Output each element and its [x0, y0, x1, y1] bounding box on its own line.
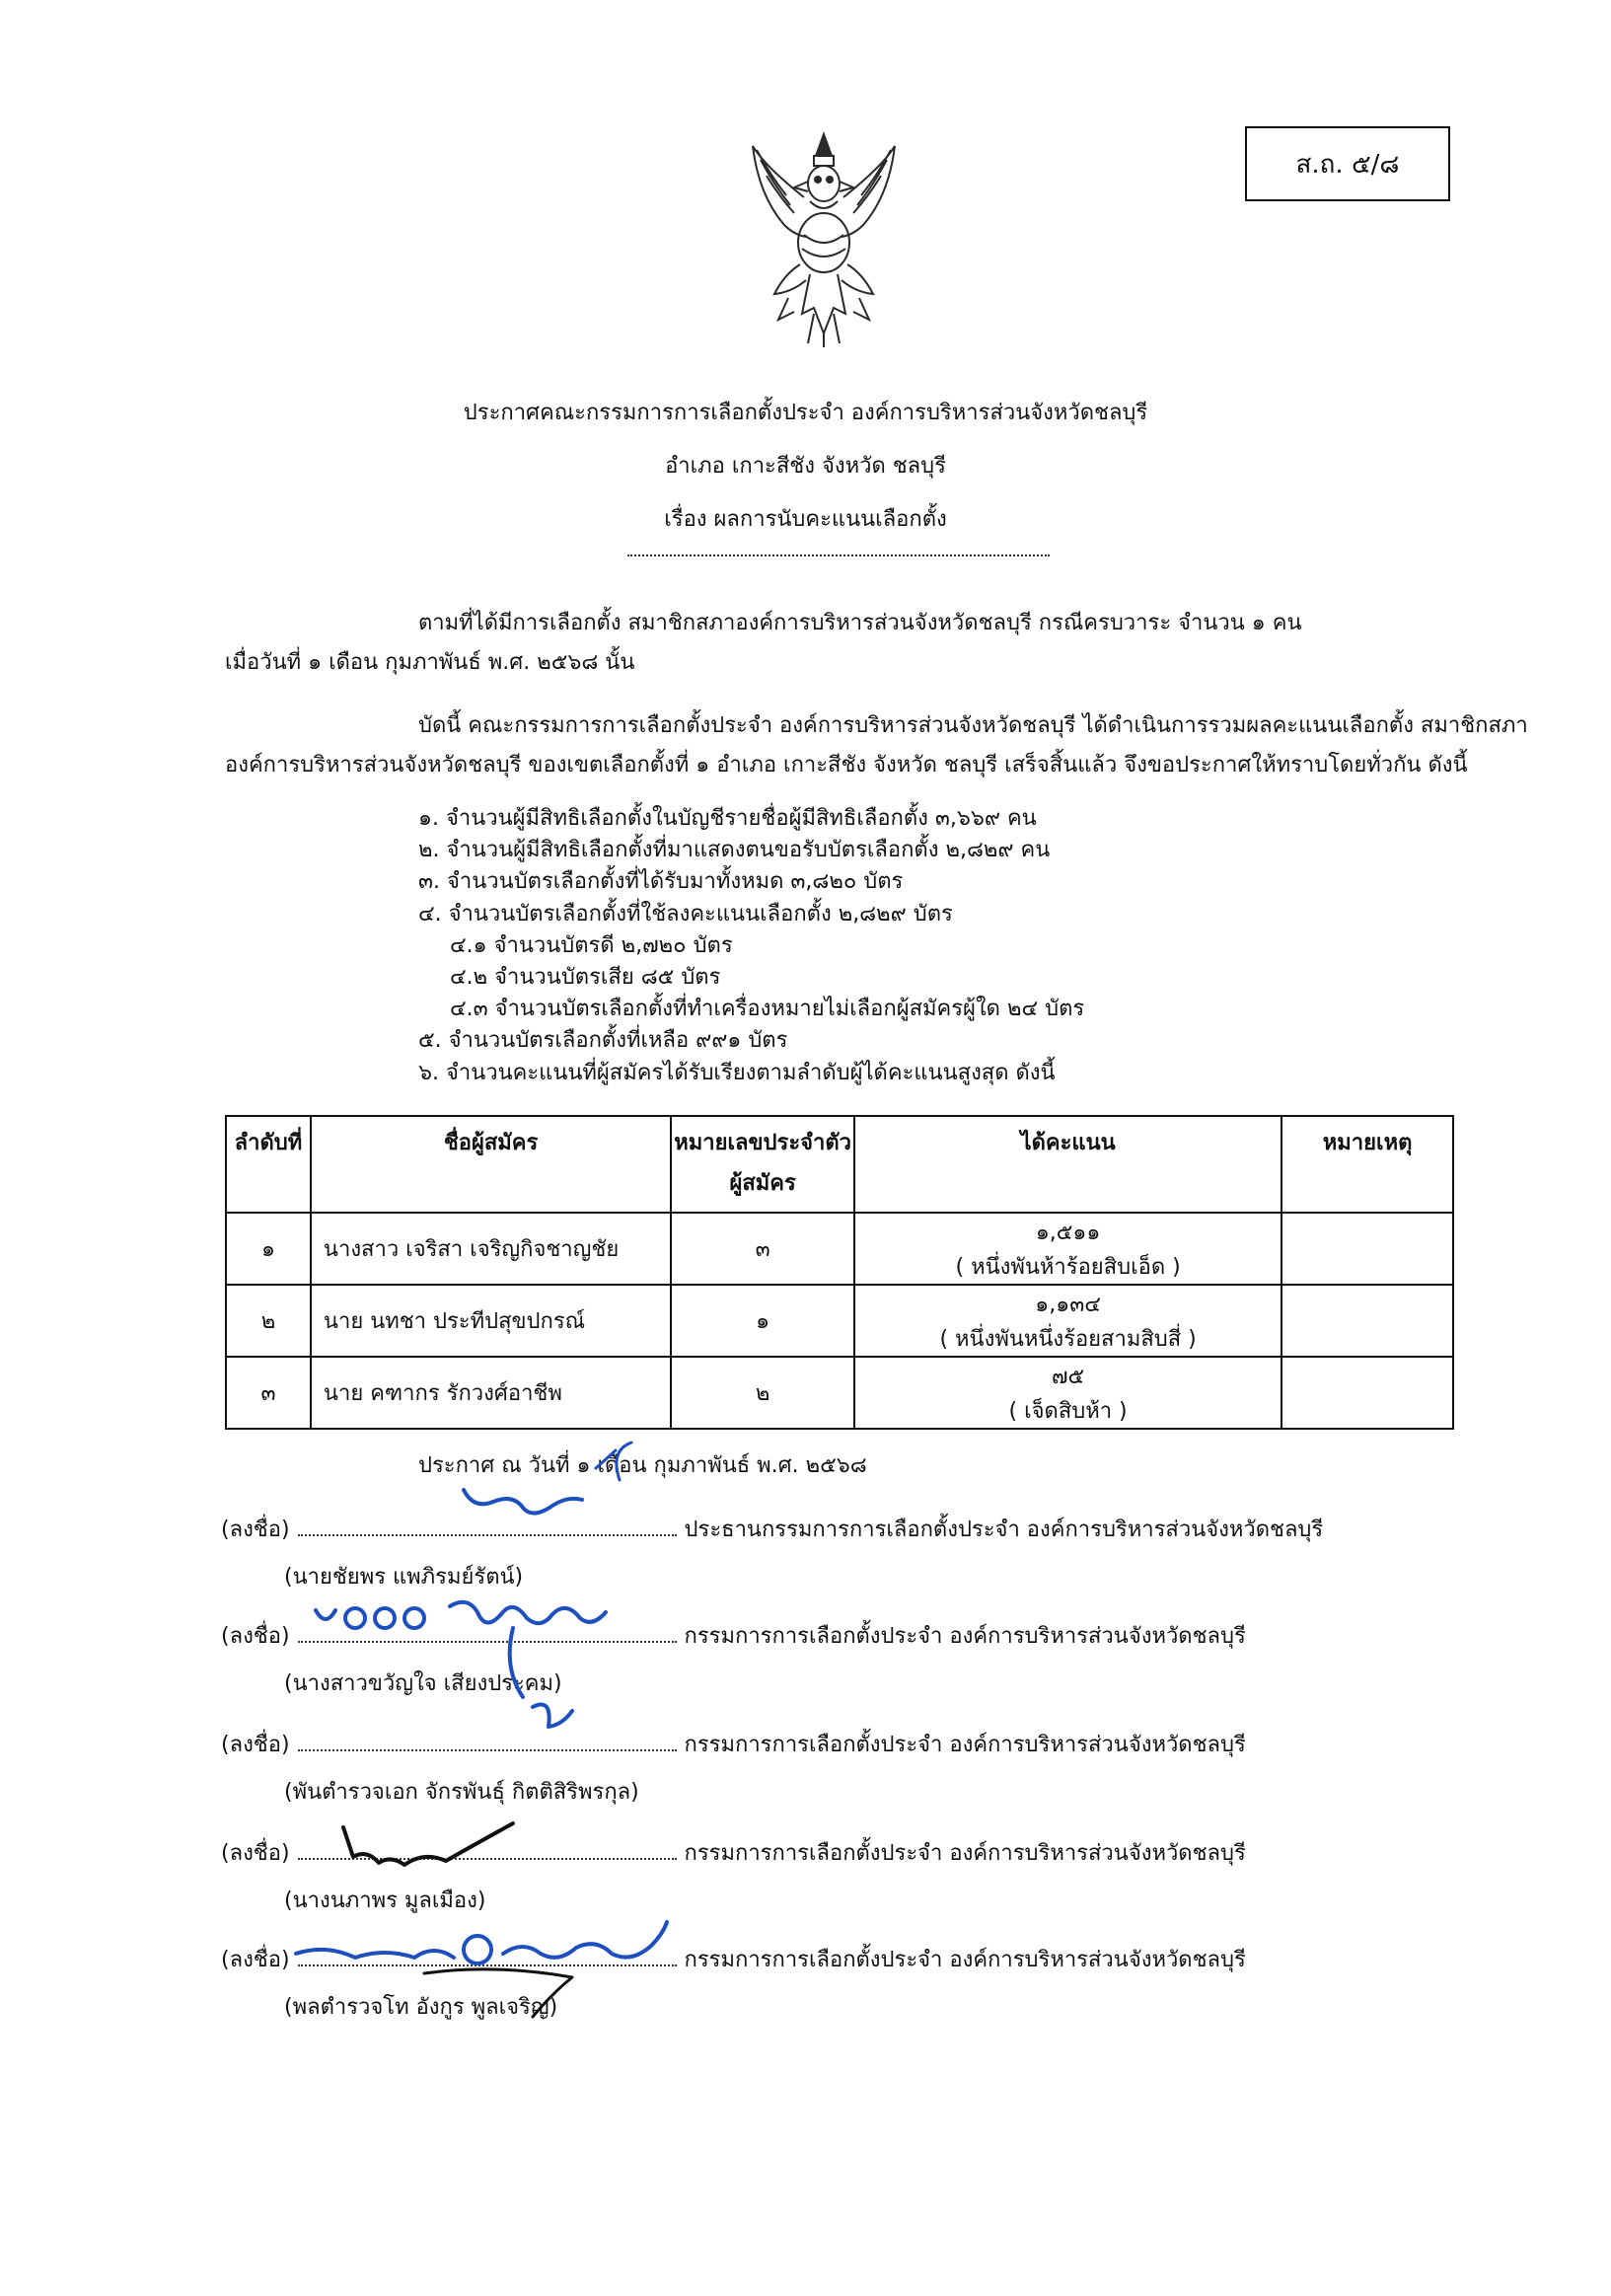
- intro-p2-line2: องค์การบริหารส่วนจังหวัดชลบุรี ของเขตเลือกตั้งที่ ๑ อำเภอ เกาะสีชัง จังหวัด ชลบุรี เสร็จสิ้นแล้ว จึงขอประกาศให้ทราบโดยทั่วกัน ดังนี้: [225, 753, 1468, 778]
- header-number-line2: ผู้สมัคร: [729, 1171, 796, 1196]
- sign-prefix: (ลงชื่อ): [221, 1948, 290, 1972]
- score-words: ( เจ็ดสิบห้า ): [1008, 1398, 1128, 1424]
- signature-5-ink: [296, 1922, 667, 1963]
- intro-p2-line1: บัดนี้ คณะกรรมการการเลือกตั้งประจำ องค์การบริหารส่วนจังหวัดชลบุรี ได้ดำเนินการรวมผลคะแนนเลือกตั้ง สมาชิกสภา: [418, 713, 1528, 738]
- signer-role: กรรมการการเลือกตั้งประจำ องค์การบริหารส่วนจังหวัดชลบุรี: [684, 1624, 1246, 1649]
- intro-p1-line1: ตามที่ได้มีการเลือกตั้ง สมาชิกสภาองค์การบริหารส่วนจังหวัดชลบุรี กรณีครบวาระ จำนวน ๑ คน: [418, 611, 1302, 635]
- signer-name: (พันตำรวจเอก จักรพันธุ์ กิตติสิริพรกุล): [284, 1780, 639, 1805]
- signer-role: กรรมการการเลือกตั้งประจำ องค์การบริหารส่วนจังหวัดชลบุรี: [684, 1733, 1246, 1757]
- signature-2-ink: [316, 1602, 606, 1628]
- header-score: ได้คะแนน: [854, 1116, 1281, 1213]
- intro-p1-line2: เมื่อวันที่ ๑ เดือน กุมภาพันธ์ พ.ศ. ๒๕๖๘ นั้น: [225, 650, 635, 675]
- sign-prefix: (ลงชื่อ): [221, 1518, 290, 1542]
- header-order: ลำดับที่: [226, 1116, 311, 1213]
- signer-name: (พลตำรวจโท อังกูร พูลเจริญ): [284, 1995, 558, 2020]
- row-candidate-number: ๑: [671, 1285, 854, 1357]
- signer-role: ประธานกรรมการการเลือกตั้งประจำ องค์การบริหารส่วนจังหวัดชลบุรี: [684, 1518, 1324, 1542]
- signer-name: (นางนภาพร มูลเมือง): [284, 1889, 486, 1913]
- signer-role: กรรมการการเลือกตั้งประจำ องค์การบริหารส่วนจังหวัดชลบุรี: [684, 1948, 1246, 1972]
- list-item: ๔.๑ จำนวนบัตรดี ๒,๗๒๐ บัตร: [450, 932, 733, 958]
- form-code: ส.ถ. ๕/๘: [1295, 149, 1400, 180]
- signature-2-initials-ink: [510, 1628, 572, 1727]
- score-words: ( หนึ่งพันห้าร้อยสิบเอ็ด ): [955, 1254, 1181, 1280]
- row-order: ๒: [226, 1285, 311, 1357]
- list-item: ๔.๒ จำนวนบัตรเสีย ๘๕ บัตร: [450, 965, 721, 991]
- score-words: ( หนึ่งพันหนึ่งร้อยสามสิบสี่ ): [939, 1326, 1197, 1352]
- list-item: ๑. จำนวนผู้มีสิทธิเลือกตั้งในบัญชีรายชื่อผู้มีสิทธิเลือกตั้ง ๓,๖๖๙ คน: [418, 806, 1037, 831]
- score-number: ๑,๑๓๔: [1035, 1292, 1101, 1317]
- row-candidate-name: นางสาว เจริสา เจริญกิจชาญชัย: [311, 1213, 671, 1285]
- list-item: ๓. จำนวนบัตรเลือกตั้งที่ได้รับมาทั้งหมด ๓,๘๒๐ บัตร: [418, 869, 904, 895]
- sign-prefix: (ลงชื่อ): [221, 1624, 290, 1649]
- header-number-line1: หมายเลขประจำตัว: [674, 1131, 852, 1155]
- row-candidate-number: ๒: [671, 1357, 854, 1429]
- signer-name: (นางสาวขวัญใจ เสียงประคม): [284, 1671, 562, 1696]
- header-remark: หมายเหตุ: [1281, 1116, 1453, 1213]
- list-item: ๖. จำนวนคะแนนที่ผู้สมัครได้รับเรียงตามลำดับผู้ได้คะแนนสูงสุด ดังนี้: [418, 1060, 1056, 1085]
- row-order: ๓: [226, 1357, 311, 1429]
- header-title: ประกาศคณะกรรมการการเลือกตั้งประจำ องค์การบริหารส่วนจังหวัดชลบุรี: [463, 401, 1148, 425]
- list-item: ๔. จำนวนบัตรเลือกตั้งที่ใช้ลงคะแนนเลือกตั้ง ๒,๘๒๙ บัตร: [418, 901, 953, 926]
- signature-5-stroke: [424, 1969, 572, 2017]
- sign-prefix: (ลงชื่อ): [221, 1841, 290, 1866]
- score-number: ๗๕: [1052, 1364, 1085, 1389]
- header-district: อำเภอ เกาะสีชัง จังหวัด ชลบุรี: [665, 454, 946, 479]
- score-number: ๑,๕๑๑: [1035, 1220, 1101, 1245]
- row-order: ๑: [226, 1213, 311, 1285]
- row-candidate-number: ๓: [671, 1213, 854, 1285]
- date-handwriting: [596, 1443, 631, 1480]
- announcement-date: ประกาศ ณ วันที่ ๑ เดือน กุมภาพันธ์ พ.ศ. ๒๕๖๘: [418, 1453, 867, 1478]
- sign-prefix: (ลงชื่อ): [221, 1733, 290, 1757]
- list-item: ๔.๓ จำนวนบัตรเลือกตั้งที่ทำเครื่องหมายไม่เลือกผู้สมัครผู้ใด ๒๔ บัตร: [450, 997, 1085, 1022]
- row-candidate-name: นาย คฑากร รักวงศ์อาชีพ: [311, 1357, 671, 1429]
- list-item: ๕. จำนวนบัตรเลือกตั้งที่เหลือ ๙๙๑ บัตร: [418, 1028, 788, 1054]
- header-subject: เรื่อง ผลการนับคะแนนเลือกตั้ง: [664, 507, 947, 532]
- signer-role: กรรมการการเลือกตั้งประจำ องค์การบริหารส่วนจังหวัดชลบุรี: [684, 1841, 1246, 1866]
- signer-name: (นายชัยพร แพภิรมย์รัตน์): [284, 1565, 524, 1590]
- header-candidate-name: ชื่อผู้สมัคร: [311, 1116, 671, 1213]
- row-candidate-name: นาย นทชา ประทีปสุขปกรณ์: [311, 1285, 671, 1357]
- list-item: ๒. จำนวนผู้มีสิทธิเลือกตั้งที่มาแสดงตนขอรับบัตรเลือกตั้ง ๒,๘๒๙ คน: [418, 838, 1051, 863]
- signature-1-ink: [464, 1490, 582, 1514]
- signature-4-ink: [343, 1823, 513, 1865]
